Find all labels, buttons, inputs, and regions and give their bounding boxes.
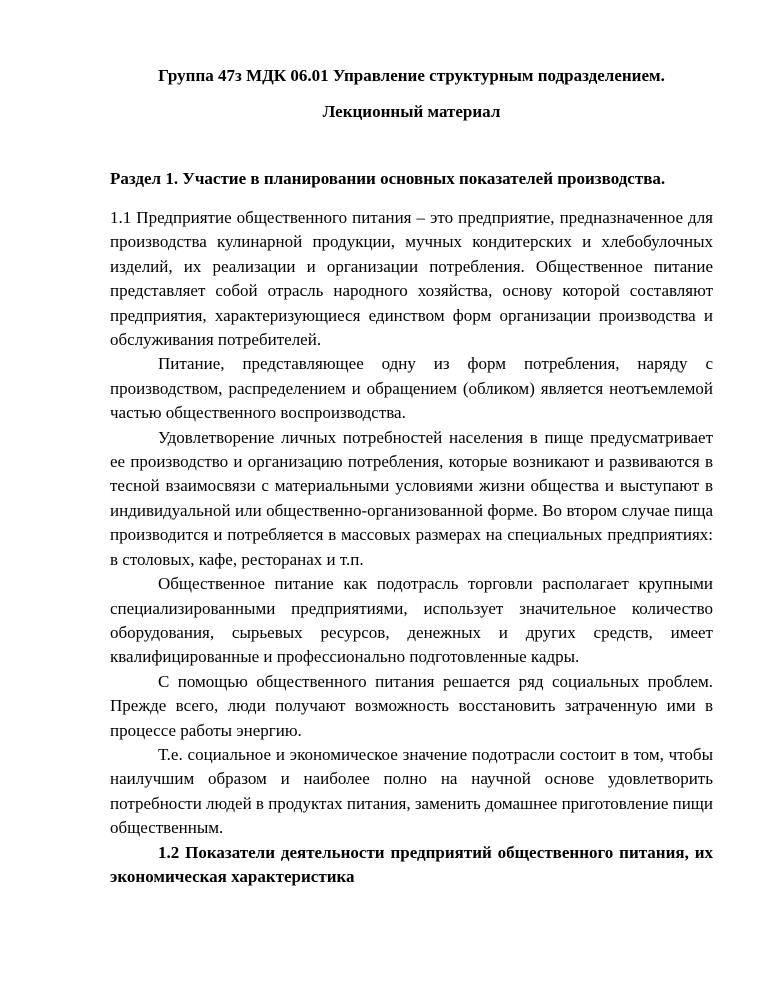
document-body (110, 206, 713, 889)
subheading-1-2: 1.2 Показатели деятельности предприятий общественного питания, их экономическая характеристика (110, 842, 713, 886)
paragraph-satisfaction: Удовлетворение личных потребностей населения в пище предусматривает ее производство и организацию потребления, которые возникают и развиваются в тесной взаимосвязи с материальными условиями жизни общества и выступают в индивидуальной или общественно-организованной форме. Во втором случае пища производится и потребляется в массовых размерах на специальных предприятиях: в столовых, кафе, ресторанах и т.п. (110, 427, 713, 569)
paragraph-significance: Т.е. социальное и экономическое значение подотрасли состоит в том, чтобы наилучшим образом и наиболее полно на научной основе удовлетворить потребности людей в продуктах питания, заменить домашнее приготовление пищи общественным. (110, 744, 713, 838)
paragraph-social-problems: С помощью общественного питания решается ряд социальных проблем. Прежде всего, люди получают возможность восстановить затраченную ими в процессе работы энергию. (110, 671, 713, 740)
paragraph-1-1: 1.1 Предприятие общественного питания – это предприятие, предназначенное для производства кулинарной продукции, мучных кондитерских и хлебобулочных изделий, их реализации и организации потребления. Общественное питание представляет собой отрасль народного хозяйства, основу которой составляют предприятия, характеризующиеся единством форм организации производства и обслуживания потребителей. (110, 208, 713, 350)
group-course-header: Группа 47з МДК 06.01 Управление структурным подразделением. (158, 66, 665, 85)
lecture-material-title: Лекционный материал (322, 102, 501, 121)
paragraph-nutrition: Питание, представляющее одну из форм потребления, наряду с производством, распределением и обращением (обликом) является неотъемлемой частью общественного воспроизводства. (110, 354, 713, 423)
section-title: Раздел 1. Участие в планировании основных показателей производства. (110, 169, 666, 188)
paragraph-subindustry: Общественное питание как подотрасль торговли располагает крупными специализированными предприятиями, использует значительное количество оборудования, сырьевых ресурсов, денежных и других средств, имеет квалифицированные и профессионально подготовленные кадры. (110, 574, 713, 667)
